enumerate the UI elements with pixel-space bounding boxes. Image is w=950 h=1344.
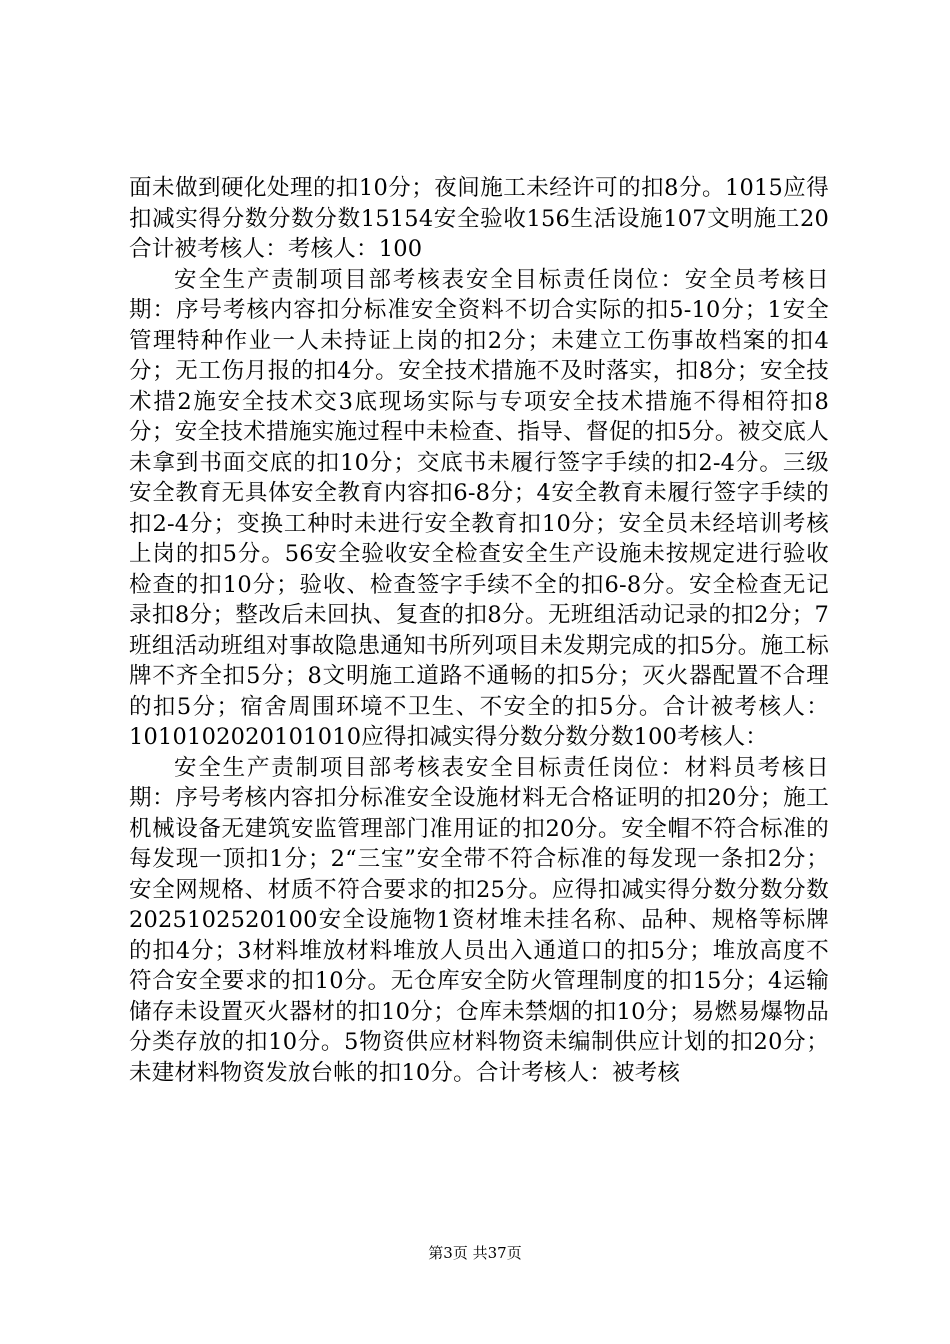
page-number-label: 第3页 共37页 (428, 1244, 522, 1262)
page-footer (0, 1243, 950, 1263)
document-body (129, 173, 829, 1088)
paragraph-1: 面未做到硬化处理的扣10分；夜间施工未经许可的扣8分。1015应得扣减实得分数分数分数15154安全验收156生活设施107文明施工20合计被考核人：考核人：100 (129, 175, 829, 262)
paragraph-3: 安全生产责制项目部考核表安全目标责任岗位：材料员考核日期：序号考核内容扣分标准安全设施材料无合格证明的扣20分；施工机械设备无建筑安监管理部门准用证的扣20分。安全帽不符合标准的每发现一顶扣1分；2“三宝”安全带不符合标准的每发现一条扣2分；安全网规格、材质不符合要求的扣25分。应得扣减实得分数分数分数2025102520100安全设施物1资材堆未挂名称、品种、规格等标牌的扣4分；3材料堆放材料堆放人员出入通道口的扣5分；堆放高度不符合安全要求的扣10分。无仓库安全防火管理制度的扣15分；4运输储存未设置灭火器材的扣10分；仓库未禁烟的扣10分；易燃易爆物品分类存放的扣10分。5物资供应材料物资未编制供应计划的扣20分；未建材料物资发放台帐的扣10分。合计考核人：被考核 (129, 754, 829, 1086)
paragraph-2: 安全生产责制项目部考核表安全目标责任岗位：安全员考核日期：序号考核内容扣分标准安全资料不切合实际的扣5-10分；1安全管理特种作业一人未持证上岗的扣2分；未建立工伤事故档案的扣4分；无工伤月报的扣4分。安全技术措施不及时落实，扣8分；安全技术措2施安全技术交3底现场实际与专项安全技术措施不得相符扣8分；安全技术措施实施过程中未检查、指导、督促的扣5分。被交底人未拿到书面交底的扣10分；交底书未履行签字手续的扣2-4分。三级安全教育无具体安全教育内容扣6-8分；4安全教育未履行签字手续的扣2-4分；变换工种时未进行安全教育扣10分；安全员未经培训考核上岗的扣5分。56安全验收安全检查安全生产设施未按规定进行验收检查的扣10分；验收、检查签字手续不全的扣6-8分。安全检查无记录扣8分；整改后未回执、复查的扣8分。无班组活动记录的扣2分；7班组活动班组对事故隐患通知书所列项目未发期完成的扣5分。施工标牌不齐全扣5分；8文明施工道路不通畅的扣5分；灭火器配置不合理的扣5分；宿舍周围环境不卫生、不安全的扣5分。合计被考核人：101010202010101​0应得扣减实得分数分数分数100考核人： (129, 266, 829, 750)
